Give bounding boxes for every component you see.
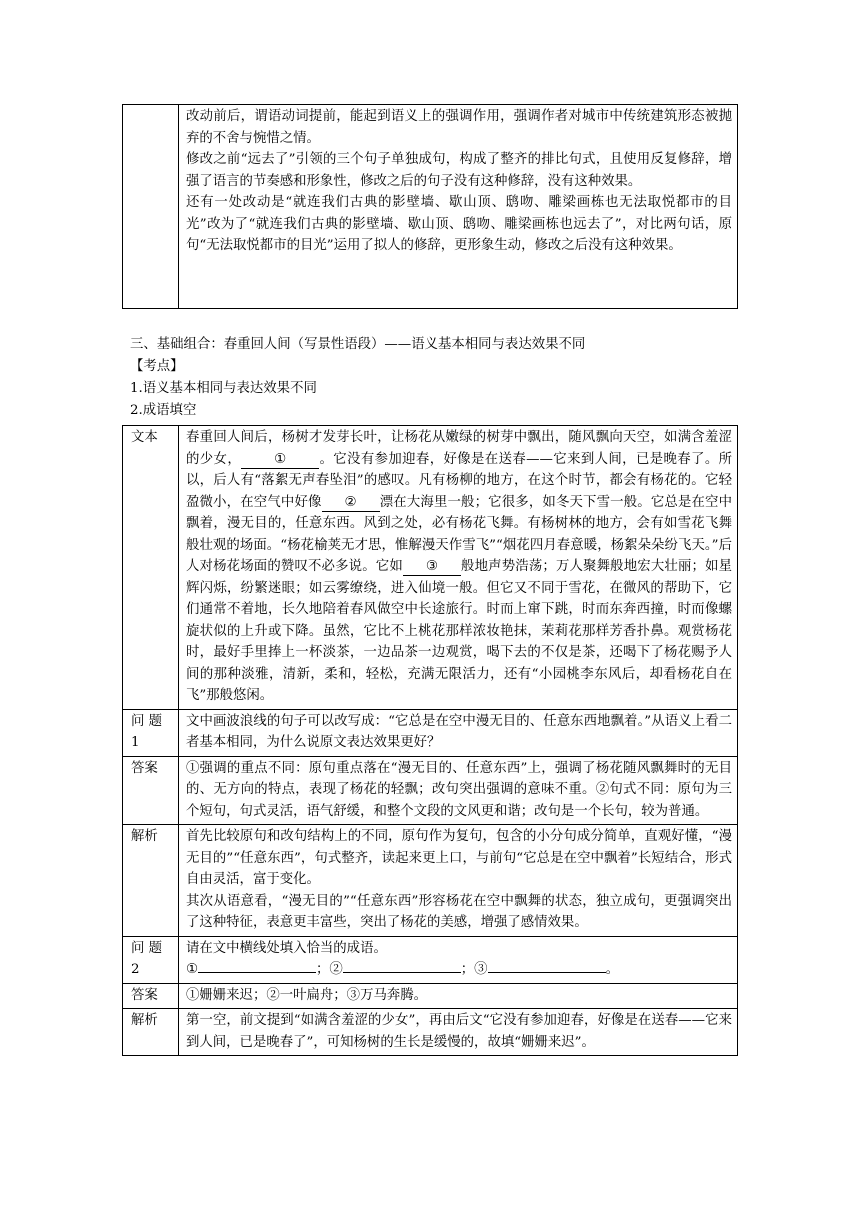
paragraph: 还有一处改动是“就连我们古典的影壁墙、歇山顶、鸱吻、雕梁画栋也无法取悦都市的目光”改为了“就连我们古典的影壁墙、歇山顶、鸱吻、雕梁画栋也远去了”，对比两句话，原句“无法取悦都市的目光”运用了拟人的修辞，更形象生动，修改之后没有这种效果。 (186, 195, 732, 253)
row-label: 答案 (123, 756, 179, 825)
passage-text: 。它没有参加迎春，好像是在送春——它来到人间，已是晚春了。所以，后人有“落絮无声春坠泪”的感叹。凡有杨柳的地方，在这个时节，都会有杨花的。它轻盈微小，在空气中好像 (186, 451, 733, 510)
row-label: 答案 (123, 983, 179, 1009)
marker: ① (186, 962, 199, 977)
marker: 。 (605, 962, 619, 977)
question-1-row (123, 709, 738, 756)
marker: ；② (316, 962, 343, 977)
blank-2: ② (322, 494, 380, 512)
text-row (123, 426, 738, 710)
question-2-row (123, 936, 738, 983)
blank-1: ① (241, 451, 319, 469)
paragraph: 其次从语意看，“漫无目的”“任意东西”形容杨花在空中飘舞的状态，独立成句，更强调突出了这种特征，表意更丰富些，突出了杨花的美感，增强了感情效果。 (186, 893, 732, 930)
exercise-table (122, 425, 738, 1056)
paragraph: 修改之前“远去了”引领的三个句子单独成句，构成了整齐的排比句式，且使用反复修辞，增强了语言的节奏感和形象性，修改之后的句子没有这种修辞，没有这种效果。 (186, 152, 732, 189)
analysis-2-row (123, 1009, 738, 1056)
answer-1-row (123, 756, 738, 825)
fill-blank-3[interactable] (488, 972, 606, 973)
question-1-text: 文中画波浪线的句子可以改写成：“它总是在空中漫无目的、任意东西地飘着。”从语义上看二者基本相同，为什么说原文表达效果更好？ (179, 709, 738, 756)
answer-2-text: ①姗姗来迟；②一叶扁舟；③万马奔腾。 (179, 983, 738, 1009)
row-label: 解析 (123, 825, 179, 937)
empty-label-cell (123, 105, 179, 309)
question-2-text: 请在文中横线处填入恰当的成语。 (186, 940, 387, 956)
question-2-cell (179, 936, 738, 983)
row-label: 问 题 2 (123, 936, 179, 983)
passage-text: 漂在大海里一般；它很多，如冬天下雪一般。它总是在空中飘着，漫无目的，任意东西。风到之处，必有杨花飞舞。有杨树林的地方，会有如雪花飞舞般壮观的场面。“杨花榆荚无才思，惟解漫天作雪飞”“烟花四月春意暖，杨絮朵朵纷飞天。”后人对杨花场面的赞叹不必多说。它如 (186, 494, 733, 574)
section-heading: 三、基础组合：春重回人间（写景性语段）——语义基本相同与表达效果不同 (130, 337, 586, 352)
kaodian-label: 【考点】 (130, 359, 184, 374)
answer-blanks-line (186, 959, 732, 981)
analysis-1-row (123, 825, 738, 937)
passage-text: 般地声势浩荡；万人聚舞般地宏大壮丽；如星辉闪烁，纷繁迷眼；如云雾缭绕，进入仙境一般。但它又不同于雪花，在微风的帮助下，它们通常不着地，长久地陪着春风做空中长途旅行。时而上窜下跳，时而东奔西撞，时而像螺旋状似的上升或下降。虽然，它比不上桃花那样浓妆艳抹，茉莉花那样芳香扑鼻。观赏杨花时，最好手里捧上一杯淡茶，一边品茶一边观赏，喝下去的不仅是茶，还喝下了杨花赐予人间的那种淡雅，清新，柔和，轻松，充满无限活力，还有“小园桃李东风后，却看杨花自在飞”那般悠闲。 (186, 559, 733, 703)
marker: ；③ (460, 962, 488, 977)
row-label: 文本 (123, 426, 179, 710)
analysis-1-cell (179, 825, 738, 937)
answer-2-row (123, 983, 738, 1009)
row-label: 问 题 1 (123, 709, 179, 756)
point-2: 2.成语填空 (130, 403, 197, 418)
paragraph: 首先比较原句和改句结构上的不同，原句作为复句，包含的小分句成分简单，直观好懂，“漫无目的”“任意东西”，句式整齐，读起来更上口，与前句“它总是在空中飘着”长短结合，形式自由灵活，富于变化。 (186, 829, 732, 887)
blank-3: ③ (403, 558, 461, 576)
continued-table (122, 104, 738, 309)
fill-blank-2[interactable] (343, 972, 461, 973)
answer-1-text: ①强调的重点不同：原句重点落在“漫无目的、任意东西”上，强调了杨花随风飘舞时的无目的、无方向的特点，表现了杨花的轻飘；改句突出强调的意味不重。②句式不同：原句为三个短句，句式灵活，语气舒缓，和整个文段的文风更和谐；改句是一个长句，较为普通。 (179, 756, 738, 825)
analysis-2-text: 第一空，前文提到“如满含羞涩的少女”，再由后文“它没有参加迎春，好像是在送春——它来到人间，已是晚春了”，可知杨树的生长是缓慢的，故填“姗姗来迟”。 (179, 1009, 738, 1056)
fill-blank-1[interactable] (198, 972, 316, 973)
paragraph: 改动前后，谓语动词提前，能起到语义上的强调作用，强调作者对城市中传统建筑形态被抛弃的不舍与惋惜之情。 (186, 109, 732, 146)
analysis-continued-cell (179, 105, 738, 309)
passage-text: 春重回人间后，杨树才发芽长叶，让杨花从嫩绿的树芽中飘出，随风飘向天空，如满含羞涩的少女， (186, 430, 732, 467)
passage-cell (179, 426, 738, 710)
row-label: 解析 (123, 1009, 179, 1056)
point-1: 1.语义基本相同与表达效果不同 (130, 381, 317, 396)
